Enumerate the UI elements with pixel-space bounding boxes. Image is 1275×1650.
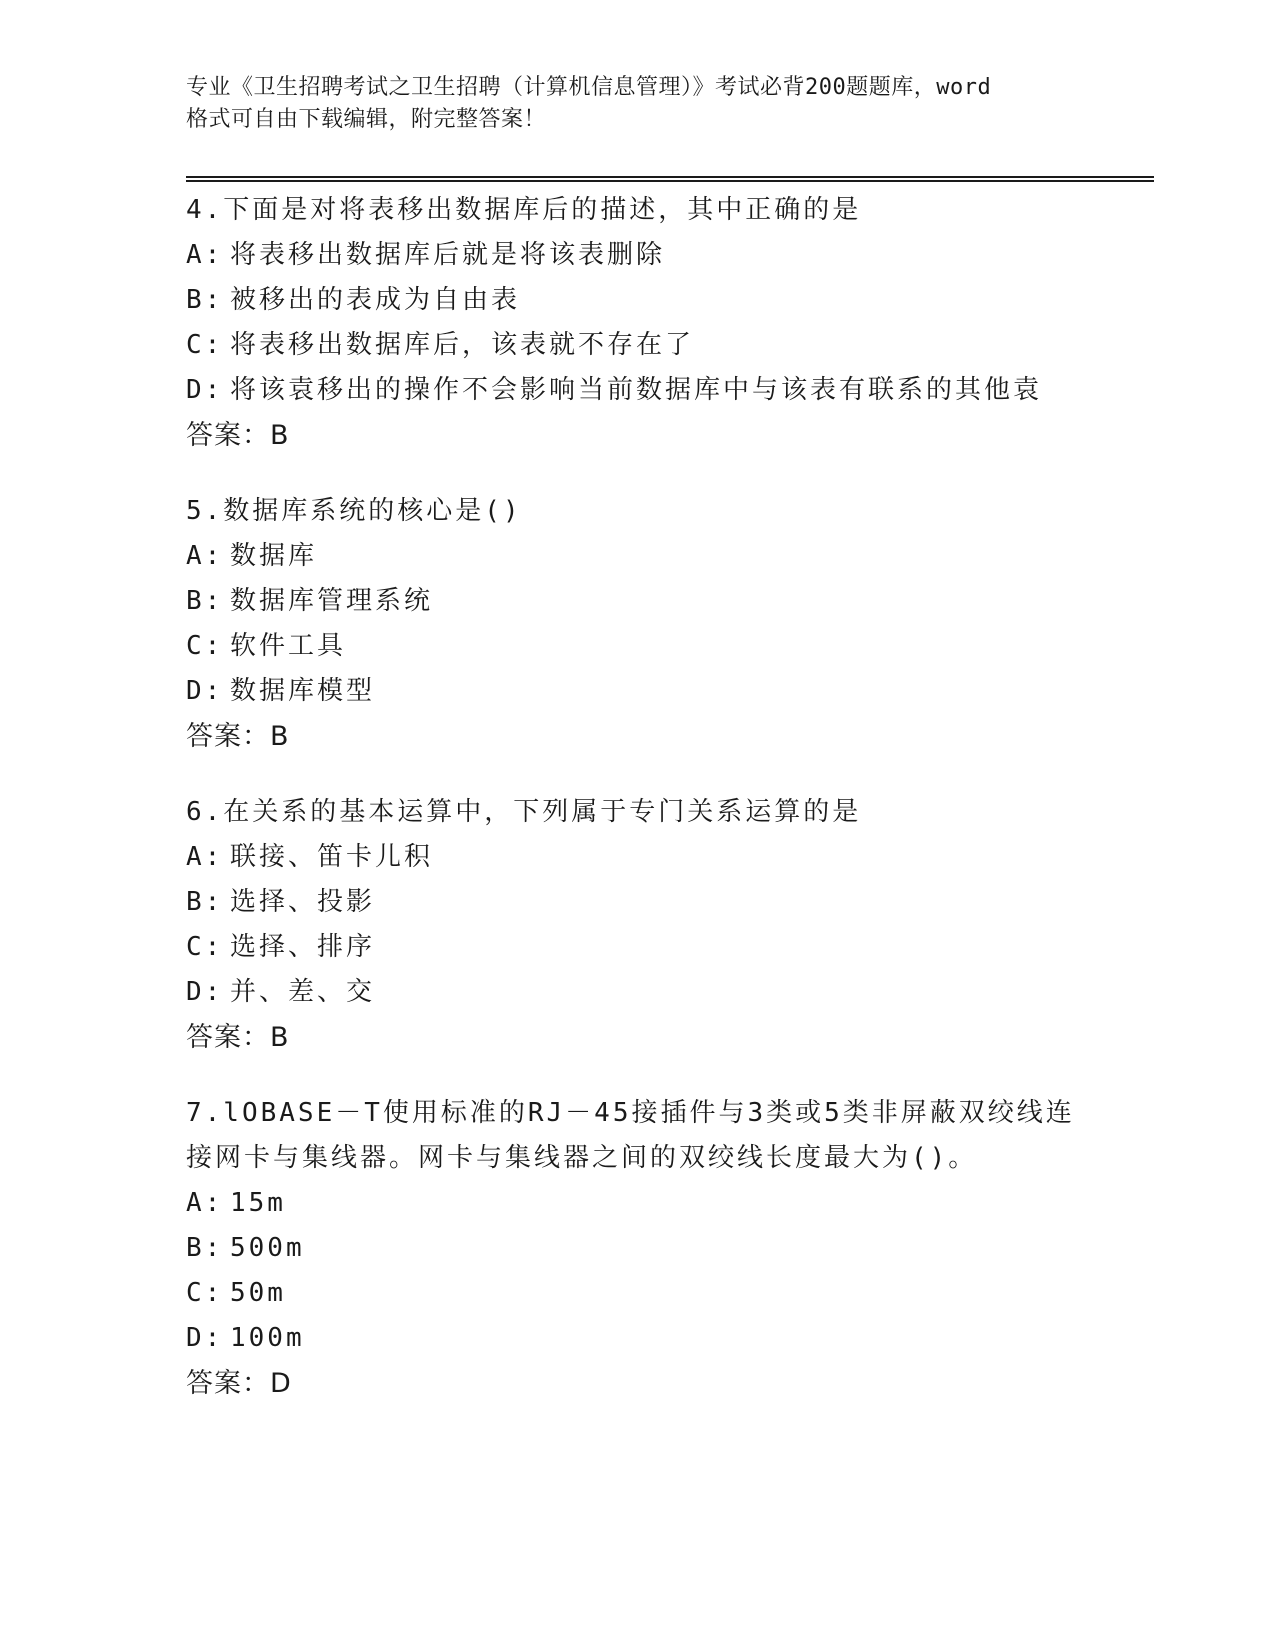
option-d bbox=[186, 970, 1154, 1015]
option-c bbox=[186, 323, 1154, 368]
option-key: A: bbox=[186, 541, 224, 571]
answer: 答案：B bbox=[186, 721, 290, 752]
option-c bbox=[186, 925, 1154, 970]
question-7 bbox=[186, 1091, 1154, 1407]
option-d bbox=[186, 669, 1154, 714]
option-key: D: bbox=[186, 676, 224, 706]
question-text: 7.lOBASE－T使用标准的RJ－45接插件与3类或5类非屏蔽双绞线连接网卡与集线器。网卡与集线器之间的双绞线长度最大为()。 bbox=[186, 1098, 1075, 1173]
answer: 答案：B bbox=[186, 1022, 290, 1053]
question-text: 5.数据库系统的核心是() bbox=[186, 496, 522, 526]
option-d bbox=[186, 1316, 1154, 1361]
question-list bbox=[186, 188, 1154, 1437]
question-4 bbox=[186, 188, 1154, 459]
option-a bbox=[186, 1181, 1154, 1226]
option-text: 数据库模型 bbox=[230, 676, 376, 706]
option-key: B: bbox=[186, 1233, 224, 1263]
header-divider bbox=[186, 176, 1154, 182]
option-c bbox=[186, 624, 1154, 669]
option-d bbox=[186, 368, 1154, 413]
option-key: B: bbox=[186, 887, 224, 917]
option-key: B: bbox=[186, 586, 224, 616]
option-text: 软件工具 bbox=[230, 631, 347, 661]
question-6 bbox=[186, 790, 1154, 1061]
document-page bbox=[186, 0, 1154, 1650]
option-text: 被移出的表成为自由表 bbox=[230, 285, 521, 315]
option-a bbox=[186, 835, 1154, 880]
option-a bbox=[186, 233, 1154, 278]
option-key: D: bbox=[186, 1323, 224, 1353]
answer: 答案：B bbox=[186, 420, 290, 451]
option-key: C: bbox=[186, 330, 224, 360]
option-key: D: bbox=[186, 375, 224, 405]
option-text: 并、差、交 bbox=[230, 977, 376, 1007]
option-text: 15m bbox=[230, 1188, 286, 1218]
option-text: 联接、笛卡儿积 bbox=[230, 842, 434, 872]
header-line-2: 格式可自由下载编辑，附完整答案！ bbox=[186, 107, 547, 132]
option-key: C: bbox=[186, 631, 224, 661]
option-text: 100m bbox=[230, 1323, 305, 1353]
option-b bbox=[186, 880, 1154, 925]
option-key: A: bbox=[186, 1188, 224, 1218]
question-text: 4.下面是对将表移出数据库后的描述，其中正确的是 bbox=[186, 195, 862, 225]
option-b bbox=[186, 278, 1154, 323]
header-line-1: 专业《卫生招聘考试之卫生招聘（计算机信息管理）》考试必背200题题库，word bbox=[186, 75, 992, 100]
option-c bbox=[186, 1271, 1154, 1316]
option-a bbox=[186, 534, 1154, 579]
option-text: 将该袁移出的操作不会影响当前数据库中与该表有联系的其他袁 bbox=[230, 375, 1043, 405]
option-text: 数据库管理系统 bbox=[230, 586, 434, 616]
option-key: D: bbox=[186, 977, 224, 1007]
option-text: 数据库 bbox=[230, 541, 318, 571]
option-text: 50m bbox=[230, 1278, 286, 1308]
option-key: C: bbox=[186, 1278, 224, 1308]
option-text: 将表移出数据库后，该表就不存在了 bbox=[230, 330, 695, 360]
option-text: 500m bbox=[230, 1233, 305, 1263]
option-b bbox=[186, 579, 1154, 624]
option-key: C: bbox=[186, 932, 224, 962]
option-text: 选择、排序 bbox=[230, 932, 376, 962]
document-header bbox=[186, 72, 1086, 136]
question-5 bbox=[186, 489, 1154, 760]
option-key: B: bbox=[186, 285, 224, 315]
answer: 答案：D bbox=[186, 1368, 292, 1399]
option-key: A: bbox=[186, 842, 224, 872]
option-text: 选择、投影 bbox=[230, 887, 376, 917]
option-key: A: bbox=[186, 240, 224, 270]
option-text: 将表移出数据库后就是将该表删除 bbox=[230, 240, 666, 270]
question-text: 6.在关系的基本运算中，下列属于专门关系运算的是 bbox=[186, 797, 862, 827]
option-b bbox=[186, 1226, 1154, 1271]
